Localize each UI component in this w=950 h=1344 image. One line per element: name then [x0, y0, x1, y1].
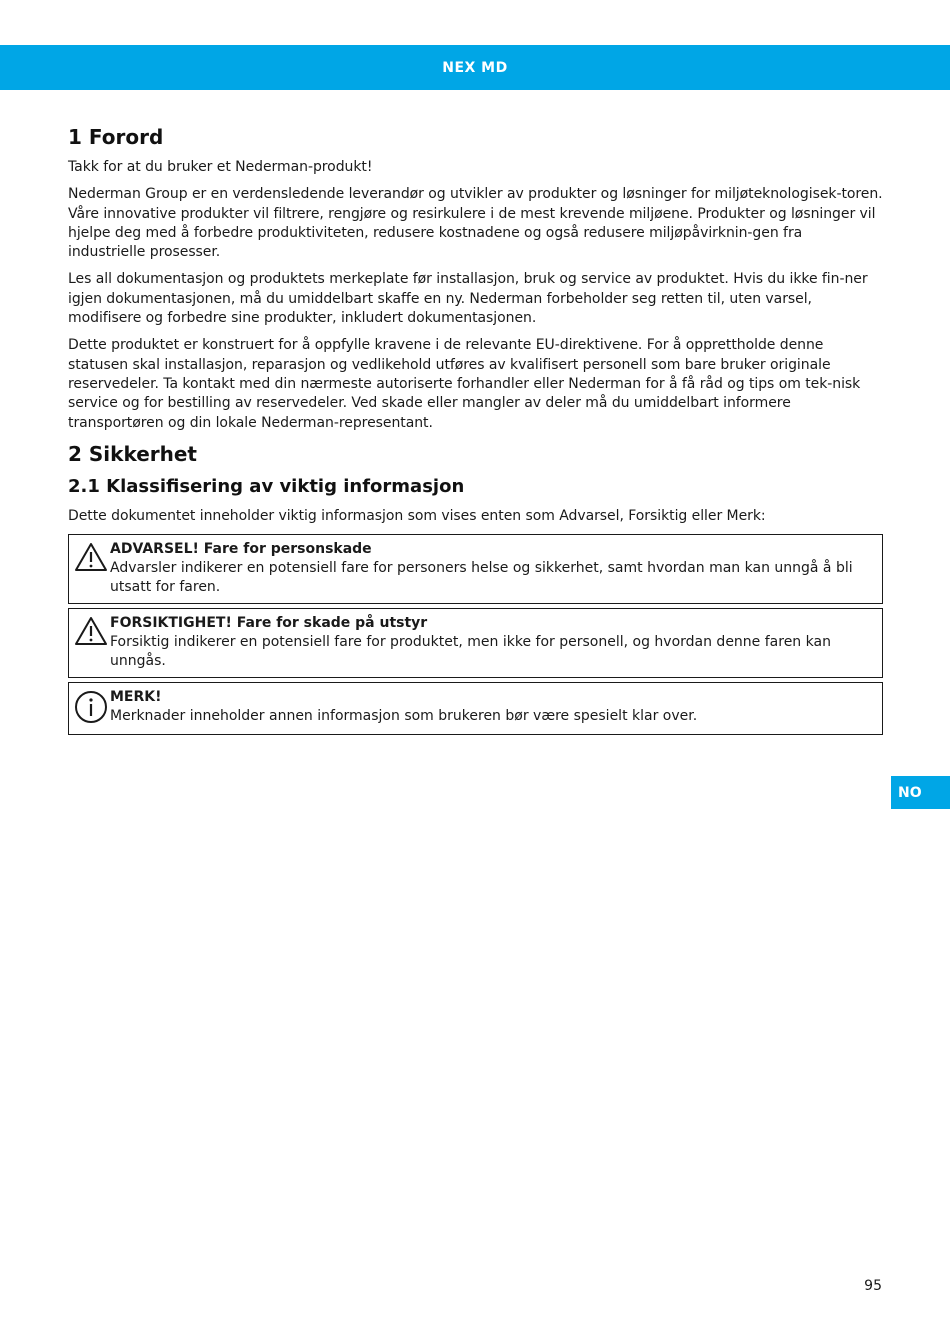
notice-text: Merknader inneholder annen informasjon som brukeren bør være spesielt klar over.: [110, 708, 698, 725]
language-tab: NO: [891, 776, 950, 809]
notice-text: Advarsler indikerer en potensiell fare for personers helse og sikkerhet, samt hvordan man kan unngå å bli utsatt for faren.: [110, 560, 853, 596]
notice-title: FORSIKTIGHET! Fare for skade på utstyr: [110, 615, 428, 632]
caution-notice: [68, 608, 883, 678]
document-title: NEX MD: [442, 59, 508, 76]
section-title-sikkerhet: 2 Sikkerhet: [68, 441, 197, 466]
paragraph: Dette produktet er konstruert for å oppfylle kravene i de relevante EU-direktivene. For å opprettholde denne statusen skal installasjon, reparasjon og vedlikehold utføres av kvalifisert personell som bare bruker originale reservedeler. Ta kontakt med din nærmeste autoriserte forhandler eller Nederman for å få råd og tips om tek-nisk service og for bestilling av reservedeler. Ved skade eller mangler av deler må du umiddelbart informere transportøren og din lokale Nederman-representant.: [68, 337, 861, 431]
warning-notice: [68, 534, 883, 604]
note-notice: [68, 682, 883, 735]
paragraph: Les all dokumentasjon og produktets merkeplate før installasjon, bruk og service av produktet. Hvis du ikke fin-ner igjen dokumentasjonen, må du umiddelbart skaffe en ny. Nederman forbeholder seg retten til, uten varsel, modifisere og forbedre sine produkter, inkludert dokumentasjonen.: [68, 271, 868, 327]
paragraph: Takk for at du bruker et Nederman-produkt!: [68, 159, 373, 175]
notice-title: ADVARSEL! Fare for personskade: [110, 541, 372, 558]
subsection-title-klassifisering: 2.1 Klassifisering av viktig informasjon: [68, 475, 465, 497]
warning-triangle-icon: [74, 614, 110, 650]
main-content: [68, 124, 883, 739]
info-circle-icon: [74, 688, 110, 728]
paragraph: Dette dokumentet inneholder viktig informasjon som vises enten som Advarsel, Forsiktig eller Merk:: [68, 507, 766, 524]
warning-triangle-icon: [74, 540, 110, 576]
notice-title: MERK!: [110, 689, 162, 706]
section-title-forord: 1 Forord: [68, 125, 164, 149]
paragraph: Nederman Group er en verdensledende leverandør og utvikler av produkter og løsninger for miljøteknologisek-toren. Våre innovative produkter vil filtrere, rengjøre og resirkulere i de mest krevende miljøene. Produkter og løsninger vil hjelpe deg med å forbedre produktiviteten, redusere kostnadene og også redusere miljøpåvirknin-gen fra industrielle prosesser.: [68, 186, 883, 261]
page-number: 95: [864, 1278, 882, 1294]
notice-text: Forsiktig indikerer en potensiell fare for produktet, men ikke for personell, og hvordan denne faren kan unngås.: [110, 634, 831, 670]
header-bar: [0, 45, 950, 90]
